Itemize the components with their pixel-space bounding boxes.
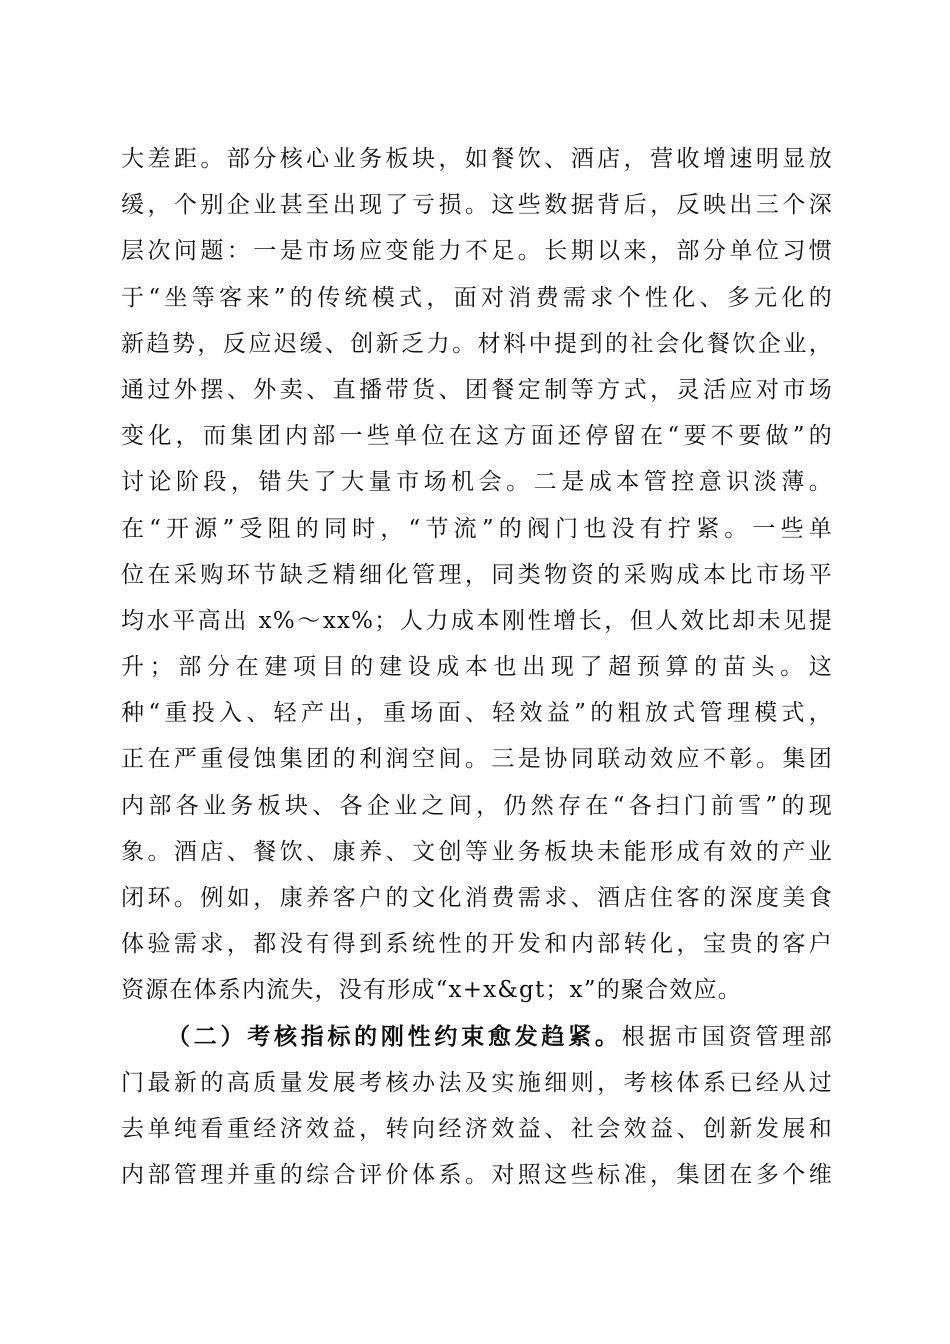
paragraph-line: 门最新的高质量发展考核办法及实施细则，考核体系已经从过 bbox=[121, 1069, 833, 1096]
paragraph-line: 资源在体系内流失，没有形成“x+x&gt；x”的聚合效应。 bbox=[121, 977, 742, 1004]
paragraph-line: 升；部分在建项目的建设成本也出现了超预算的苗头。这 bbox=[121, 654, 833, 681]
paragraph-line: 去单纯看重经济效益，转向经济效益、社会效益、创新发展和 bbox=[121, 1115, 833, 1142]
paragraph-line: 内部管理并重的综合评价体系。对照这些标准，集团在多个维 bbox=[121, 1162, 833, 1189]
paragraph-line: 变化，而集团内部一些单位在这方面还停留在“要不要做”的 bbox=[121, 423, 833, 450]
section-heading-line bbox=[121, 1014, 833, 1060]
paragraph-line: 在“开源”受阻的同时，“节流”的阀门也没有拧紧。一些单 bbox=[121, 515, 833, 542]
paragraph-line: 讨论阶段，错失了大量市场机会。二是成本管控意识淡薄。 bbox=[121, 469, 833, 496]
section-heading: （二）考核指标的刚性约束愈发趋紧。 bbox=[167, 1022, 622, 1050]
paragraph-line: 闭环。例如，康养客户的文化消费需求、酒店住客的深度美食 bbox=[121, 885, 833, 911]
paragraph-line: 大差距。部分核心业务板块，如餐饮、酒店，营收增速明显放 bbox=[121, 146, 833, 172]
section-heading-continuation: 根据市国资管理部 bbox=[621, 1023, 833, 1050]
paragraph-line: 内部各业务板块、各企业之间，仍然存在“各扫门前雪”的现 bbox=[121, 792, 833, 819]
paragraph-line: 位在采购环节缺乏精细化管理，同类物资的采购成本比市场平 bbox=[121, 561, 833, 588]
paragraph-line: 层次问题：一是市场应变能力不足。长期以来，部分单位习惯 bbox=[121, 238, 833, 265]
paragraph-line: 缓，个别企业甚至出现了亏损。这些数据背后，反映出三个深 bbox=[121, 192, 833, 219]
paragraph-line: 象。酒店、餐饮、康养、文创等业务板块未能形成有效的产业 bbox=[121, 838, 833, 865]
paragraph-line: 均水平高出 x%～xx%；人力成本刚性增长，但人效比却未见提 bbox=[121, 607, 833, 634]
paragraph-line: 通过外摆、外卖、直播带货、团餐定制等方式，灵活应对市场 bbox=[121, 376, 833, 403]
paragraph-line: 新趋势，反应迟缓、创新乏力。材料中提到的社会化餐饮企业， bbox=[121, 330, 833, 357]
paragraph-line: 正在严重侵蚀集团的利润空间。三是协同联动效应不彰。集团 bbox=[121, 746, 833, 773]
paragraph-line: 体验需求，都没有得到系统性的开发和内部转化，宝贵的客户 bbox=[121, 931, 833, 958]
paragraph-line: 种“重投入、轻产出，重场面、轻效益”的粗放式管理模式， bbox=[121, 700, 833, 727]
body-text bbox=[121, 136, 833, 1198]
paragraph-line: 于“坐等客来”的传统模式，面对消费需求个性化、多元化的 bbox=[121, 284, 833, 311]
